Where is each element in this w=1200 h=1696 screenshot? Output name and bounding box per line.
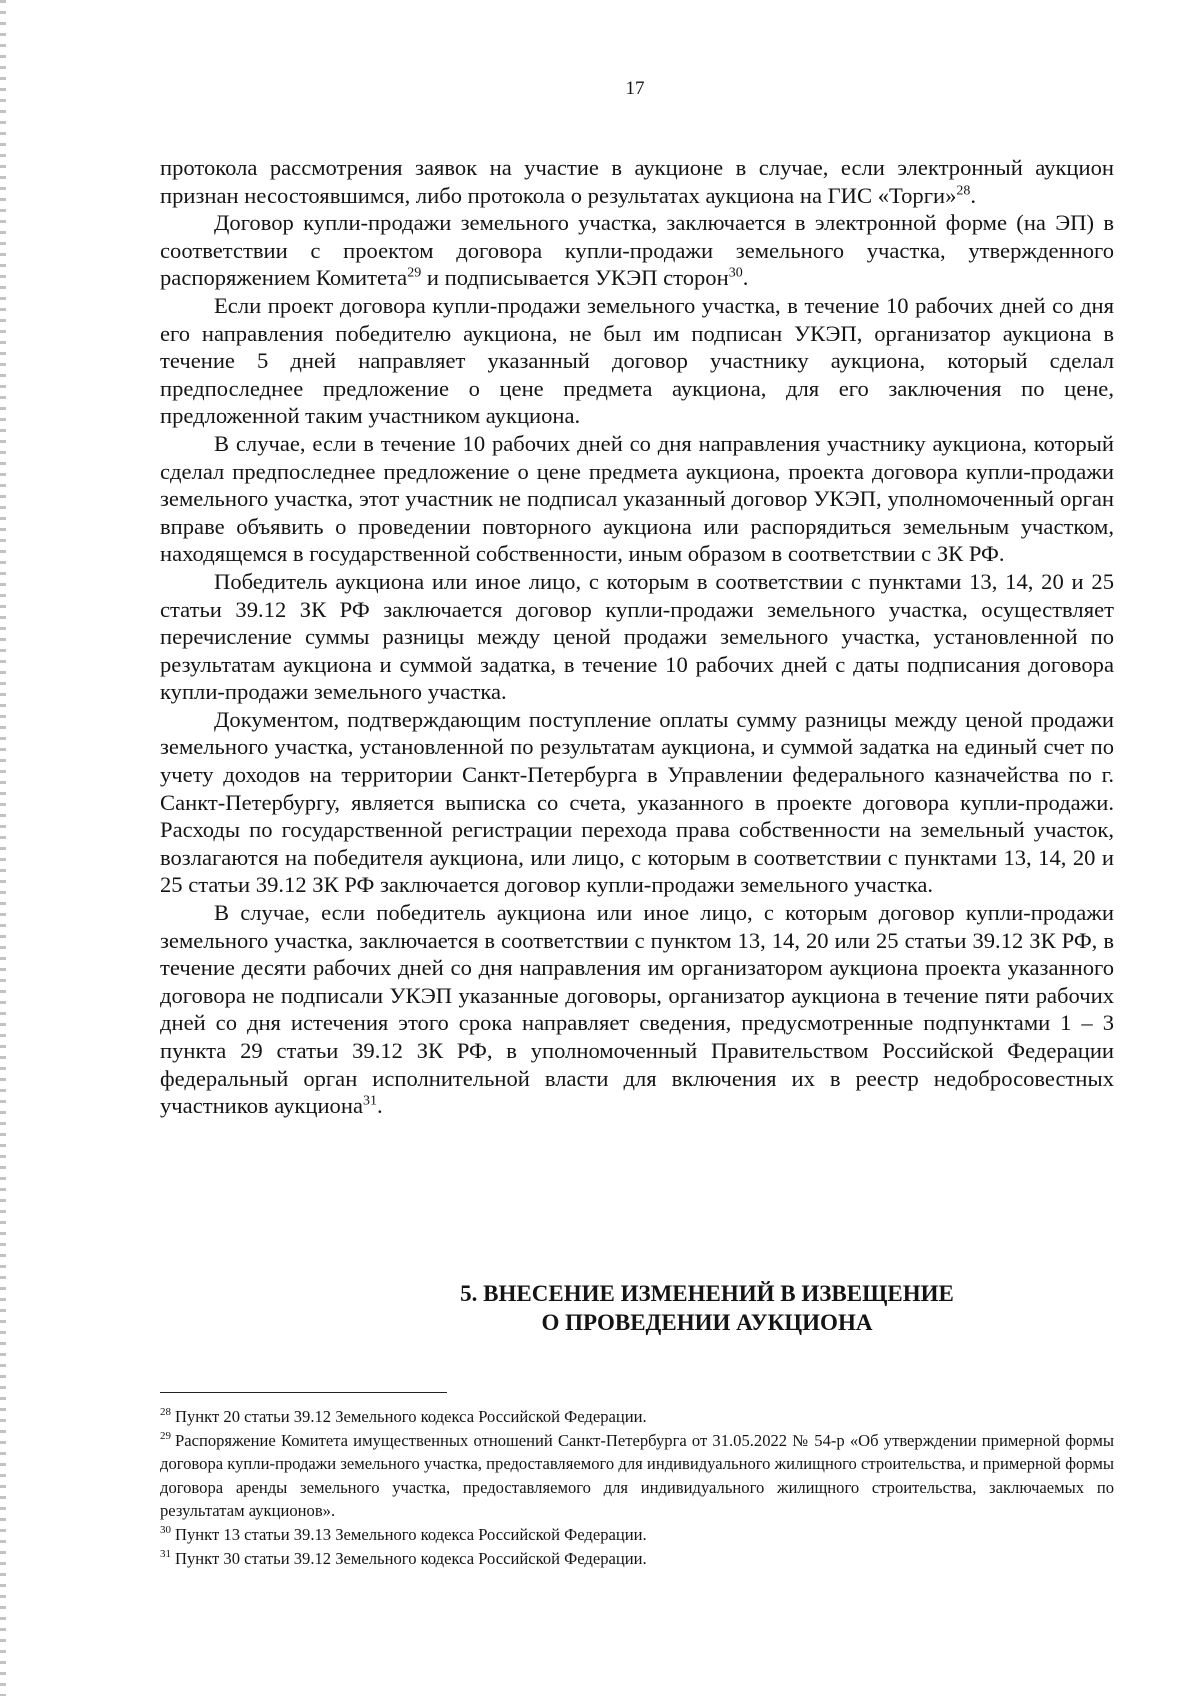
paragraph: В случае, если в течение 10 рабочих дней со дня направления участнику аукциона, который сделал предпоследнее предложение о цене предмета аукциона, проекта договора купли-продажи земельного участка, этот участник не подписал указанный договор УКЭП, уполномоченный орган вправе объявить о проведении повторного аукциона или распорядиться земельным участком, находящемся в государственной собственности, иным образом в соответствии с ЗК РФ. bbox=[160, 430, 1114, 567]
footnote-text: Пункт 20 статьи 39.12 Земельного кодекса Российской Федерации. bbox=[175, 1407, 647, 1426]
footnote-text: Пункт 30 статьи 39.12 Земельного кодекса Российской Федерации. bbox=[175, 1548, 647, 1568]
paragraph-text-continued: и подписывается УКЭП сторон bbox=[421, 265, 729, 291]
scan-edge-artifact bbox=[0, 0, 6, 1696]
paragraph-tail: . bbox=[970, 182, 977, 208]
footnote-ref: 28 bbox=[956, 183, 971, 199]
paragraph-text: Договор купли-продажи земельного участка, заключается в электронной форме (на ЭП) в соответствии с проектом договора купли-продажи земельного участка, утвержденного распоряжением Комитета bbox=[160, 210, 1114, 291]
paragraph: Победитель аукциона или иное лицо, с которым в соответствии с пунктами 13, 14, 20 и 25 статьи 39.12 ЗК РФ заключается договор купли-продажи земельного участка, осуществляет перечисление суммы разницы между ценой продажи земельного участка, установленной по результатам аукциона и суммой задатка, в течение 10 рабочих дней с даты подписания договора купли-продажи земельного участка. bbox=[160, 568, 1114, 705]
footnote bbox=[160, 1429, 1114, 1523]
footnote-number: 28 bbox=[160, 1406, 171, 1419]
paragraph bbox=[160, 899, 1114, 1120]
paragraph: Документом, подтверждающим поступление оплаты сумму разницы между ценой продажи земельного участка, установленной по результатам аукциона, и суммой задатка на единый счет по учету доходов на территории Санкт-Петербурга в Управлении федерального казначейства по г. Санкт-Петербургу, является выписка со счета, указанного в проекте договора купли-продажи. Расходы по государственной регистрации перехода права собственности на земельный участок, возлагаются на победителя аукциона, или лицо, с которым в соответствии с пунктами 13, 14, 20 и 25 статьи 39.12 ЗК РФ заключается договор купли-продажи земельного участка. bbox=[160, 706, 1114, 898]
paragraph-text: протокола рассмотрения заявок на участие в аукционе в случае, если электронный аукцион признан несостоявшимся, либо протокола о результатах аукциона на ГИС «Торги» bbox=[160, 155, 1114, 208]
page-number: 17 bbox=[625, 78, 645, 99]
body-text bbox=[160, 154, 1114, 1120]
footnote-number: 29 bbox=[160, 1430, 171, 1443]
paragraph: Если проект договора купли-продажи земельного участка, в течение 10 рабочих дней со дня его направления победителю аукциона, не был им подписан УКЭП, организатор аукциона в течение 5 дней направляет указанный договор участнику аукциона, который сделал предпоследнее предложение о цене предмета аукциона, для его заключения по цене, предложенной таким участником аукциона. bbox=[160, 292, 1114, 429]
footnote-divider bbox=[160, 1392, 447, 1393]
footnote-text: Пункт 13 статьи 39.13 Земельного кодекса Российской Федерации. bbox=[175, 1524, 647, 1544]
section-heading-line-1: 5. ВНЕСЕНИЕ ИЗМЕНЕНИЙ В ИЗВЕЩЕНИЕ bbox=[460, 1281, 954, 1306]
footnote-text: Распоряжение Комитета имущественных отношений Санкт-Петербурга от 31.05.2022 № 54-р «Об утверждении примерной формы договора купли-продажи земельного участка, предоставляемого для индивидуального жилищного строительства, и примерной формы договора аренды земельного участка, предоставляемого для индивидуального жилищного строительства, заключаемых по результатам аукционов». bbox=[160, 1430, 1114, 1521]
footnote-ref: 29 bbox=[407, 265, 422, 281]
footnote-number: 30 bbox=[160, 1524, 171, 1537]
paragraph-tail: . bbox=[742, 265, 749, 291]
paragraph-tail: . bbox=[376, 1093, 383, 1119]
section-heading bbox=[160, 1279, 1200, 1337]
footnote bbox=[160, 1405, 1114, 1429]
footnotes bbox=[160, 1405, 1114, 1570]
footnote-ref: 31 bbox=[362, 1093, 377, 1109]
footnote bbox=[160, 1523, 1114, 1547]
footnote bbox=[160, 1547, 1114, 1571]
section-heading-line-2: О ПРОВЕДЕНИИ АУКЦИОНА bbox=[541, 1310, 873, 1335]
paragraph-text: В случае, если победитель аукциона или иное лицо, с которым договор купли-продажи земельного участка, заключается в соответствии с пунктом 13, 14, 20 или 25 статьи 39.12 ЗК РФ, в течение десяти рабочих дней со дня направления им организатором аукциона проекта указанного договора не подписали УКЭП указанные договоры, организатор аукциона в течение пяти рабочих дней со дня истечения этого срока направляет сведения, предусмотренные подпунктами 1 – 3 пункта 29 статьи 39.12 ЗК РФ, в уполномоченный Правительством Российской Федерации федеральный орган исполнительной власти для включения их в реестр недобросовестных участников аукциона bbox=[160, 900, 1114, 1119]
paragraph bbox=[160, 154, 1114, 209]
footnote-ref: 30 bbox=[728, 265, 743, 281]
footnote-number: 31 bbox=[160, 1548, 171, 1561]
paragraph bbox=[160, 209, 1114, 292]
